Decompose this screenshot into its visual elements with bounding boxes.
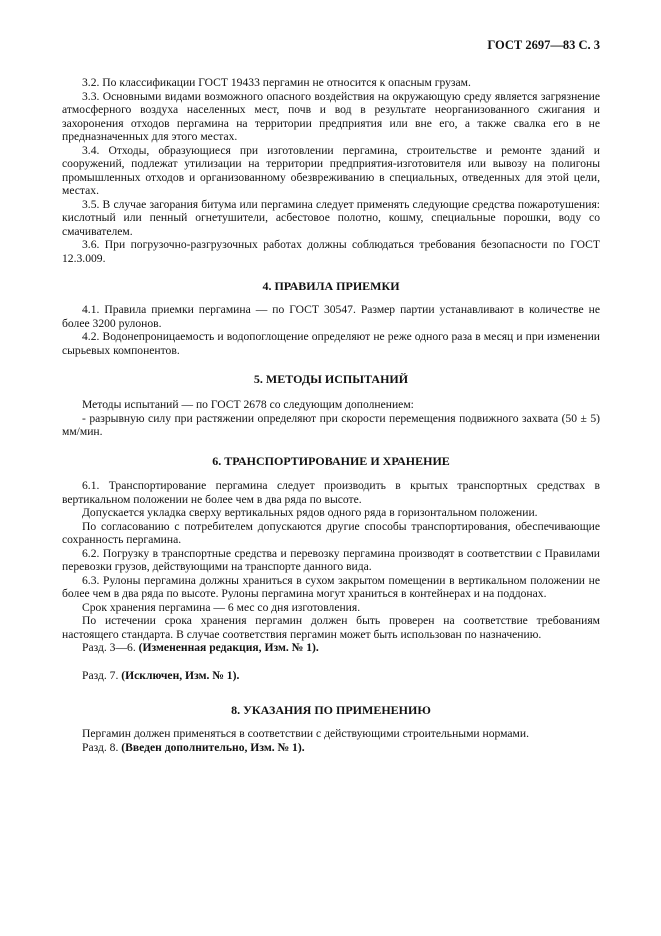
paragraph-6-1c: По согласованию с потребителем допускаются другие способы транспортирования, обеспечивающие сохранность пергамина. [62, 519, 600, 546]
paragraph-6-3: 6.3. Рулоны пергамина должны храниться в сухом закрытом помещении в вертикальном положении не более чем в два ряда по высоте. Рулоны пергамина могут храниться в контейнерах и на поддонах. [62, 573, 600, 600]
paragraph-3-5: 3.5. В случае загорания битума или пергамина следует применять следующие средства пожаротушения: кислотный или пенный огнетушители, асбестовое полотно, кошму, специальные порошки, воду со смачивателем. [62, 197, 600, 238]
paragraph-4-1: 4.1. Правила приемки пергамина — по ГОСТ 30547. Размер партии устанавливают в количестве не более 3200 рулонов. [62, 303, 600, 330]
page-header: ГОСТ 2697—83 С. 3 [487, 38, 600, 52]
paragraph-6-3b: Срок хранения пергамина — 6 мес со дня изготовления. [82, 600, 361, 614]
section-8-heading: 8. УКАЗАНИЯ ПО ПРИМЕНЕНИЮ [231, 703, 431, 717]
paragraph-3-6: 3.6. При погрузочно-разгрузочных работах должны соблюдаться требования безопасности по ГОСТ 12.3.009. [62, 238, 600, 265]
paragraph-8: Пергамин должен применяться в соответствии с действующими строительными нормами. [82, 727, 529, 740]
paragraph-6-1: 6.1. Транспортирование пергамина следует производить в крытых транспортных средствах в вертикальном положении не более чем в два ряда по высоте. [62, 479, 600, 506]
paragraph-6-3c: По истечении срока хранения пергамин должен быть проверен на соответствие требованиям настоящего стандарта. В случае соответствия пергамин может быть использован по назначению. [62, 614, 600, 641]
paragraph-6-1b: Допускается укладка сверху вертикальных рядов одного ряда в горизонтальном положении. [82, 506, 538, 519]
amendment-note-3-6: Разд. 3—6. (Измененная редакция, Изм. № 1). [82, 641, 319, 654]
paragraph-6-2: 6.2. Погрузку в транспортные средства и перевозку пергамина производят в соответствии с Правилами перевозки грузов, действующими на транспорте данного вида. [62, 546, 600, 573]
section-4-heading: 4. ПРАВИЛА ПРИЕМКИ [262, 279, 400, 293]
section-4-body [62, 303, 600, 357]
section-6-heading: 6. ТРАНСПОРТИРОВАНИЕ И ХРАНЕНИЕ [212, 454, 450, 468]
paragraph-3-2: 3.2. По классификации ГОСТ 19433 пергамин не относится к опасным грузам. [82, 76, 471, 89]
paragraph-5-item: - разрывную силу при растяжении определяют при скорости перемещения подвижного захвата (50 ± 5) мм/мин. [62, 411, 600, 438]
section-8-body [62, 727, 600, 754]
section-3-body [62, 76, 600, 265]
section-5-heading: 5. МЕТОДЫ ИСПЫТАНИЙ [253, 372, 409, 386]
paragraph-5-intro: Методы испытаний — по ГОСТ 2678 со следующим дополнением: [82, 398, 414, 411]
amendment-note-8: Разд. 8. (Введен дополнительно, Изм. № 1). [82, 740, 305, 754]
paragraph-3-3: 3.3. Основными видами возможного опасного воздействия на окружающую среду является загрязнение атмосферного воздуха населенных мест, почв и вод в результате неорганизованного сжигания и захоронения отходов пергамина на территории предприятия или вне его, а также свалка его в не предназначенных для этого местах. [62, 89, 600, 143]
paragraph-4-2: 4.2. Водонепроницаемость и водопоглощение определяют не реже одного раза в месяц и при изменении сырьевых компонентов. [62, 330, 600, 357]
paragraph-3-4: 3.4. Отходы, образующиеся при изготовлении пергамина, строительстве и ремонте зданий и сооружений, подлежат утилизации на территории предприятия-изготовителя или вывозу на полигоны промышленных отходов и организованному обезвреживанию в специальных, отведенных для этой цели, местах. [62, 143, 600, 197]
section-6-body [62, 479, 600, 655]
section-7-note: Разд. 7. (Исключен, Изм. № 1). [82, 669, 240, 682]
section-5-body [62, 398, 600, 439]
